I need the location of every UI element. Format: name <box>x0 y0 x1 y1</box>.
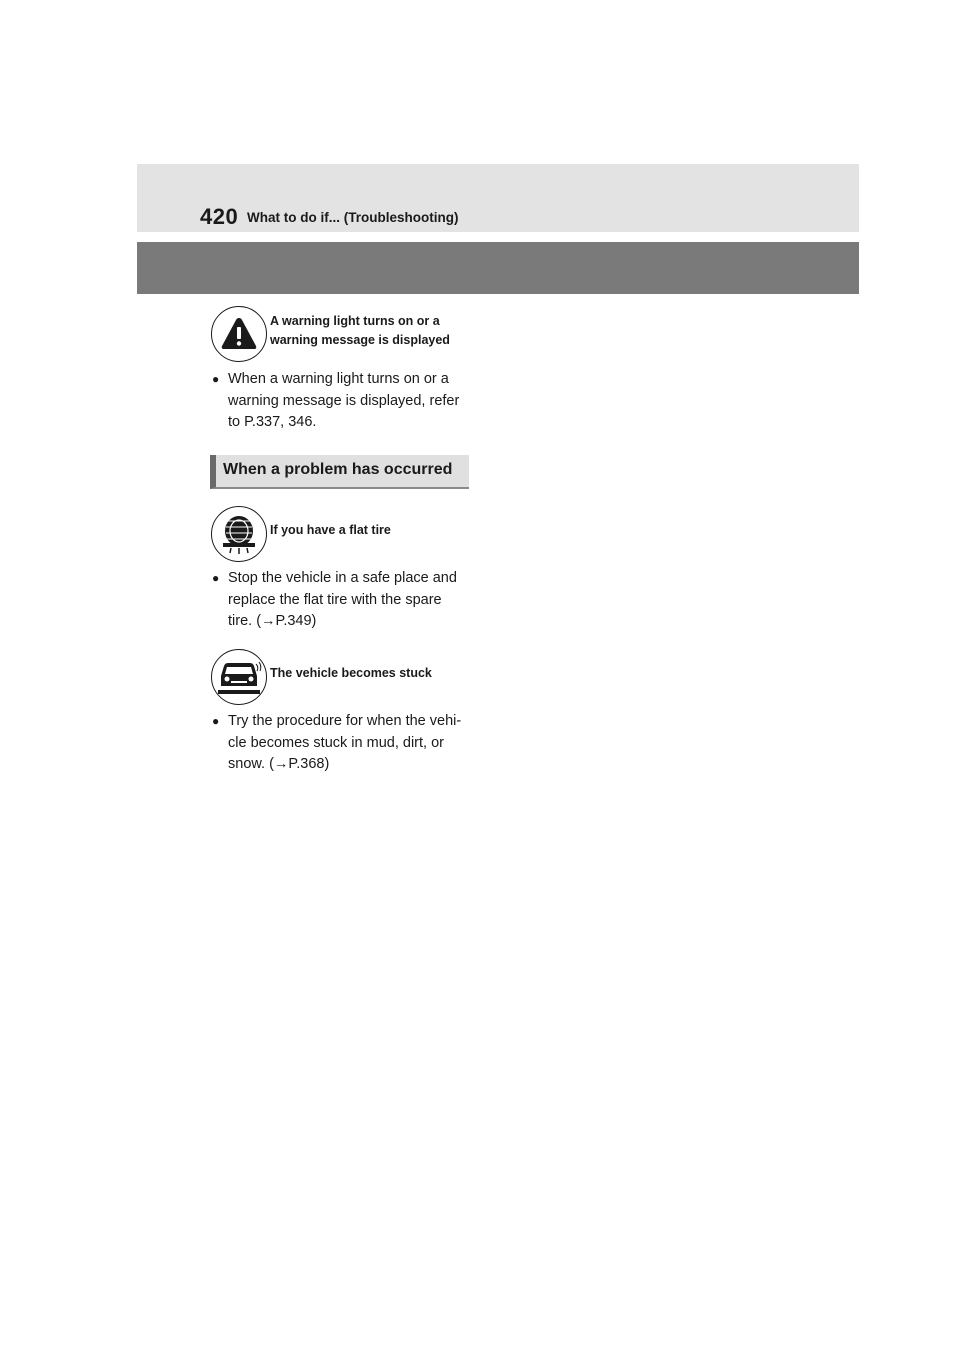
warning-label <box>270 312 450 350</box>
stuck-vehicle-icon <box>211 649 267 705</box>
flat-tire-bullet <box>212 568 474 633</box>
bullet-dot: ● <box>212 571 220 585</box>
flat-tire-label: If you have a flat tire <box>270 523 391 537</box>
bullet-line: tire. (→P.349) <box>228 613 317 629</box>
bullet-line: to P.337, 346. <box>228 414 317 430</box>
stuck-bullet <box>212 711 474 776</box>
bullet-line: replace the flat tire with the spare <box>228 591 442 608</box>
bullet-text <box>228 568 474 633</box>
bullet-dot: ● <box>212 714 220 728</box>
bullet-line: When a warning light turns on or a <box>228 371 449 387</box>
warning-triangle-icon <box>211 306 267 362</box>
section-heading-text: When a problem has occurred <box>223 461 453 478</box>
page-number: 420 <box>200 204 239 229</box>
header-bar <box>137 164 859 232</box>
bullet-text <box>228 369 474 434</box>
bullet-line: Stop the vehicle in a safe place and <box>228 570 457 586</box>
flat-tire-icon <box>211 506 267 562</box>
warning-bullet <box>212 369 474 434</box>
warning-label-line: A warning light turns on or a <box>270 314 440 328</box>
bullet-line: cle becomes stuck in mud, dirt, or <box>228 734 444 751</box>
bullet-text <box>228 711 474 776</box>
section-heading <box>210 455 469 489</box>
warning-label-line: warning message is displayed <box>270 333 450 347</box>
section-title: What to do if... (Troubleshooting) <box>247 210 459 225</box>
stuck-label: The vehicle becomes stuck <box>270 666 432 680</box>
bullet-line: snow. (→P.368) <box>228 756 330 772</box>
bullet-line: warning message is displayed, refer <box>228 392 460 409</box>
chapter-band <box>137 242 859 294</box>
bullet-dot: ● <box>212 372 220 386</box>
bullet-line: Try the procedure for when the vehi- <box>228 713 462 729</box>
